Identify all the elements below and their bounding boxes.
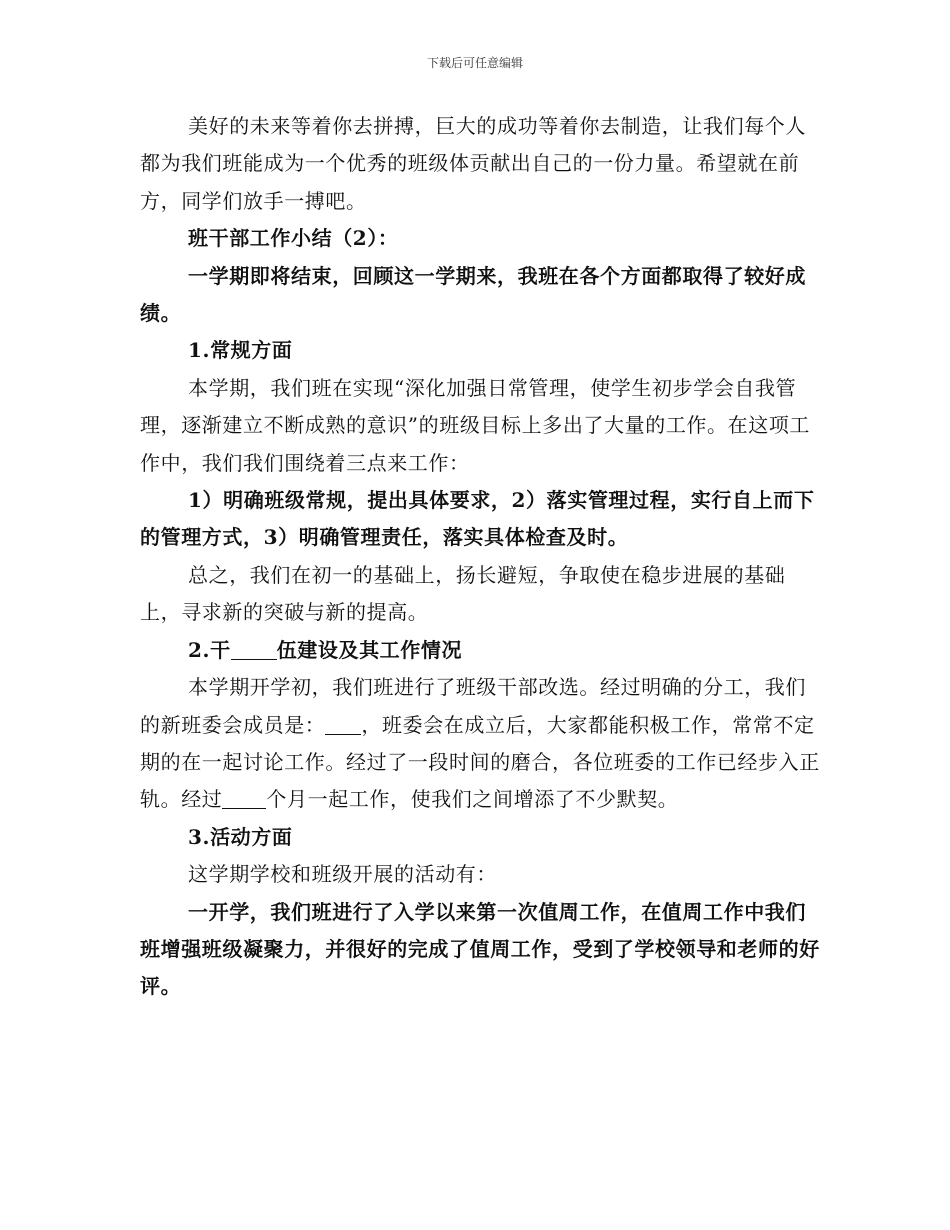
paragraph-activities-intro: 这学期学校和班级开展的活动有： <box>188 862 497 887</box>
heading-team <box>140 632 820 669</box>
paragraph-intro: 一学期即将结束，回顾这一学期来，我班在各个方面都取得了较好成绩。 <box>140 263 806 326</box>
blank-line <box>222 788 266 809</box>
paragraph-routine: 本学期，我们班在实现“深化加强日常管理，使学生初步学会自我管理，逐渐建立不断成熟的意识”的班级目标上多出了大量的工作。在这项工作中，我们我们围绕着三点来工作： <box>140 375 811 475</box>
paragraph-closing: 美好的未来等着你去拼搏，巨大的成功等着你去制造，让我们每个人都为我们班能成为一个优秀的班级体贡献出自己的一份力量。希望就在前方，同学们放手一搏吧。 <box>140 114 806 213</box>
paragraph-team-part3: 个月一起工作，使我们之间增添了不少默契。 <box>266 787 679 812</box>
blank-line <box>231 639 277 660</box>
blank-line <box>325 714 361 735</box>
paragraph-team-part1: 本学期开学初，我们班进行了班级干部改选。经过明确的分工，我们的新班委会成员是： <box>140 675 806 737</box>
heading-team-end: 伍建设及其工作情况 <box>276 637 463 662</box>
document-body <box>140 108 820 1006</box>
heading-activities: 3.活动方面 <box>188 824 293 849</box>
paragraph-team-part2: ，班委会在成立后，大家都能积极工作，常常不定期的在一起讨论工作。经过了一段时间的磨合，各位班委的工作已经步入正轨。经过 <box>140 712 820 812</box>
heading-team-start: 2.干 <box>188 637 231 662</box>
heading-routine: 1.常规方面 <box>188 338 293 363</box>
page-header: 下载后可任意编辑 <box>426 56 523 70</box>
section-title: 班干部工作小结（2）： <box>188 226 399 251</box>
paragraph-activities-duty: 一开学，我们班进行了入学以来第一次值周工作，在值周工作中我们班增强班级凝聚力，并很好的完成了值周工作，受到了学校领导和老师的好评。 <box>140 899 820 999</box>
paragraph-routine-points: 1）明确班级常规，提出具体要求，2）落实管理过程，实行自上而下的管理方式，3）明确管理责任，落实具体检查及时。 <box>140 488 815 550</box>
paragraph-summary: 总之，我们在初一的基础上，扬长避短，争取使在稳步进展的基础上，寻求新的突破与新的提高。 <box>140 562 786 625</box>
paragraph-team <box>140 669 820 819</box>
